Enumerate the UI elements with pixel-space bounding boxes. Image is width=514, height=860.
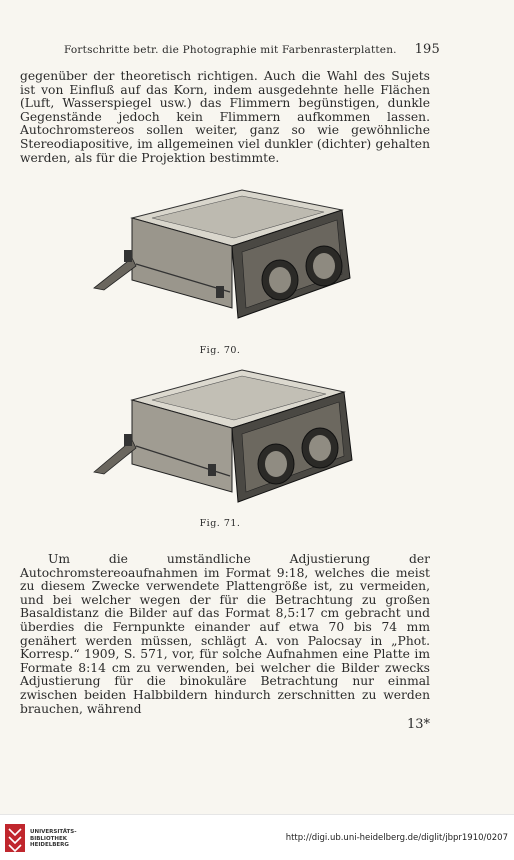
signature-mark: 13* bbox=[406, 717, 430, 732]
figure-70-stereo-viewer bbox=[92, 188, 362, 328]
source-url-link[interactable]: http://digi.ub.uni-heidelberg.de/diglit/jbpr1910/0207 bbox=[285, 833, 508, 843]
university-library-logo-icon bbox=[4, 823, 26, 853]
library-name: UNIVERSITÄTS- BIBLIOTHEK HEIDELBERG bbox=[30, 829, 77, 848]
running-header bbox=[64, 42, 440, 57]
figure-71-stereo-viewer bbox=[92, 368, 362, 510]
running-title: Fortschritte betr. die Photographie mit Farbenrasterplatten. bbox=[64, 44, 397, 56]
figure-71-caption: Fig. 71. bbox=[199, 518, 241, 529]
paragraph-1: gegenüber der theoretisch richtigen. Auch die Wahl des Sujets ist von Einfluß auf das Korn, indem ausgedehnte helle Flächen (Luft, Wasserspiegel usw.) das Flimmern begünstigen, dunkle Gegenstände jedoch kein Flimmern aufkommen lassen. Autochromstereos sollen weiter, ganz so wie gewöhnliche Stereodiapositive, im allgemeinen viel dunkler (dichter) gehalten werden, als für die Projektion bestimmte. bbox=[20, 69, 430, 165]
figure-70-caption: Fig. 70. bbox=[199, 345, 241, 356]
paragraph-2: Um die umständliche Adjustierung der Autochromstereoaufnahmen im Format 9:18, welches die meist zu diesem Zwecke verwendete Plattengröße ist, zu vermeiden, und bei welcher wegen der für die Betrachtung zu großen Basaldistanz die Bilder auf das Format 8,5:17 cm gebracht und überdies die Fernpunkte einander auf etwa 70 bis 74 mm genähert werden müssen, schlägt A. von Palocsay in „Phot. Korresp.“ 1909, S. 571, vor, für solche Aufnahmen eine Platte im Formate 8:14 cm zu verwenden, bei welcher die Bilder zwecks Adjustierung für die binokuläre Betrachtung nur einmal zwischen beiden Halbbildern hindurch zerschnitten zu werden brauchen, während bbox=[20, 552, 430, 716]
digitization-footer bbox=[0, 814, 514, 860]
page-number: 195 bbox=[414, 42, 440, 57]
